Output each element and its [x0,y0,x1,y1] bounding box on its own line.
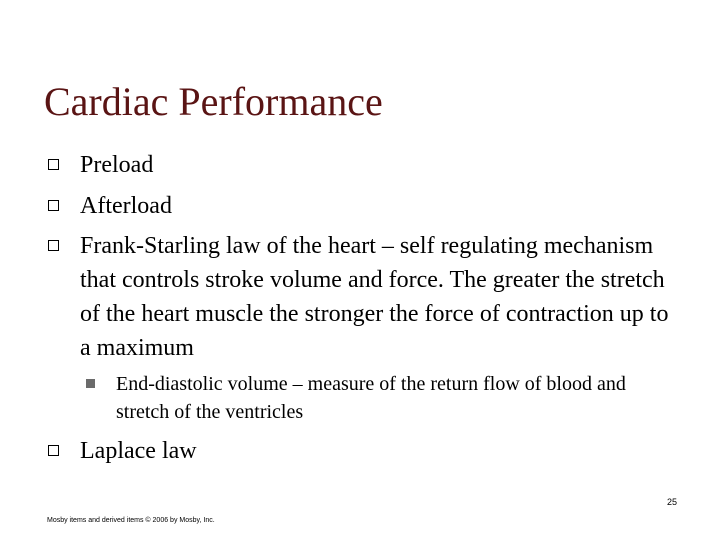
page-number: 25 [666,497,677,507]
bullet-text: Preload [80,152,154,178]
bullet-text: Laplace law [80,438,197,464]
bullet-item-afterload [80,189,670,223]
filled-square-bullet-icon [86,379,95,388]
hollow-square-bullet-icon [48,200,59,211]
hollow-square-bullet-icon [48,159,59,170]
hollow-square-bullet-icon [48,445,59,456]
bullet-item-laplace-law [80,434,670,468]
bullet-text: Frank-Starling law of the heart – self regulating mechanism that controls stroke volume and force. The greater the stretch of the heart muscle the stronger the force of contraction up to a maximum [80,233,669,361]
sub-bullet-text: End-diastolic volume – measure of the return flow of blood and stretch of the ventricles [116,373,626,423]
slide-title: Cardiac Performance [44,79,383,124]
hollow-square-bullet-icon [48,240,59,251]
copyright-footer: Mosby items and derived items © 2006 by Mosby, Inc. [47,517,215,524]
bullet-item-frank-starling [80,229,670,365]
bullet-text: Afterload [80,193,172,219]
sub-bullet-item-end-diastolic-volume [116,370,656,426]
bullet-item-preload [80,148,670,182]
